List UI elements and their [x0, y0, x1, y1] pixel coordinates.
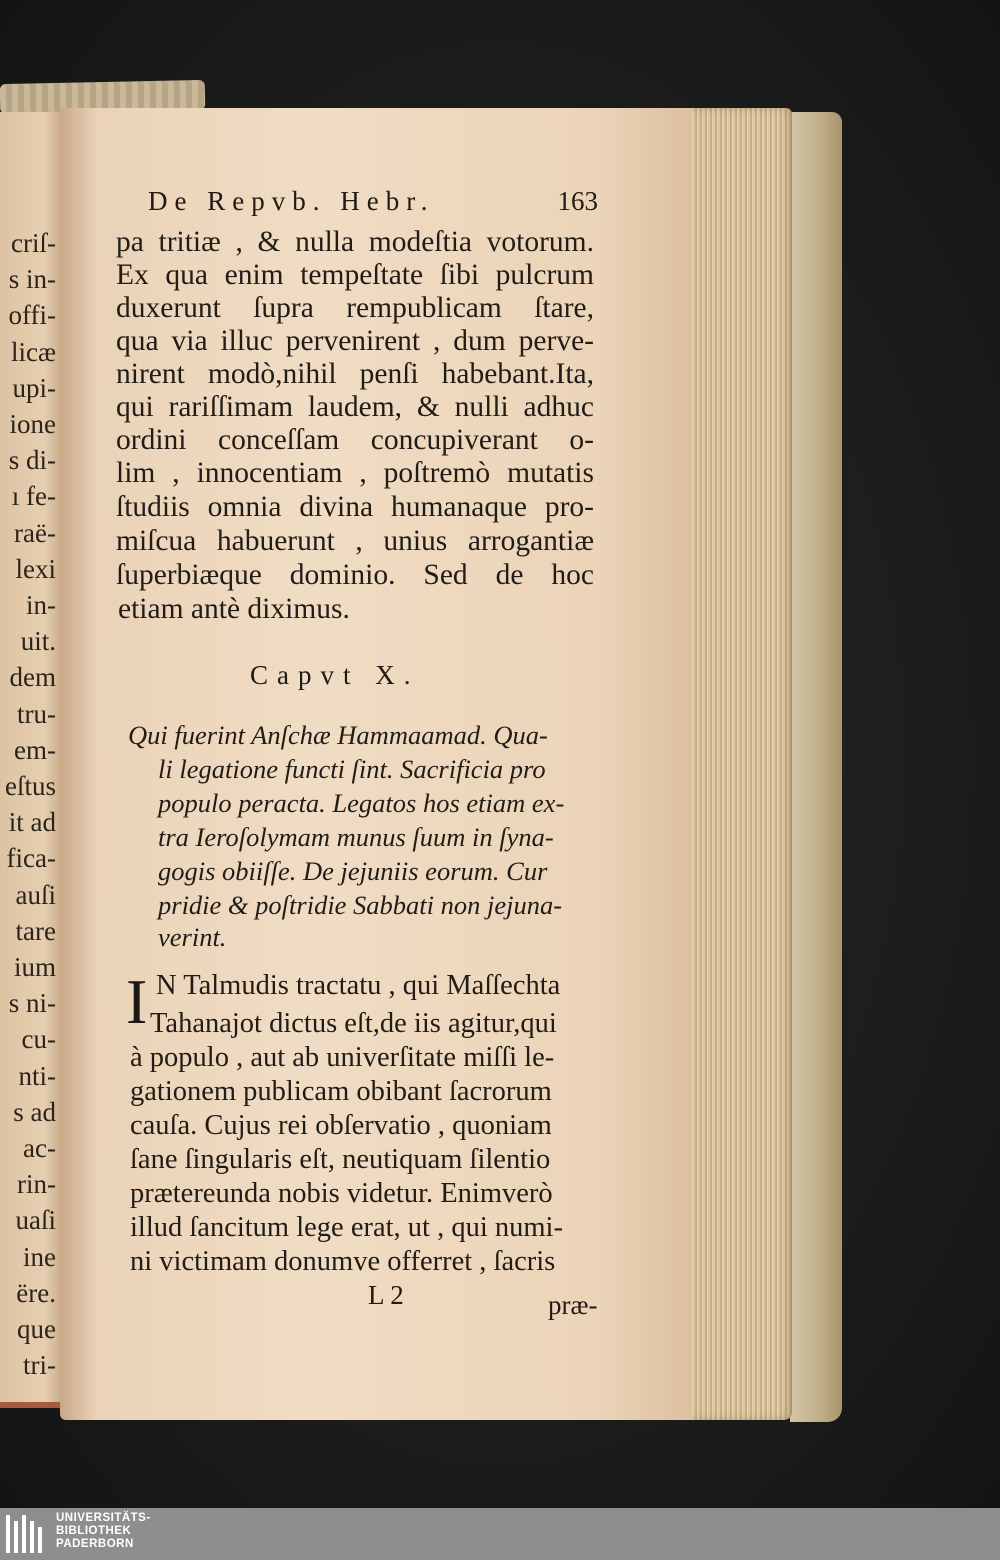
body-line: lim , innocentiam , poſtremò mutatis	[116, 457, 594, 489]
left-page-fragment-line: offi-	[8, 300, 56, 331]
left-page-fragment-line: s ad	[13, 1096, 56, 1127]
body-line: duxerunt ſupra rempublicam ſtare,	[116, 292, 594, 324]
summary-line: verint.	[158, 922, 227, 952]
body-line: pa tritiæ , & nulla modeſtia votorum.	[116, 226, 594, 258]
page-block-edges	[688, 108, 792, 1420]
body-line: cauſa. Cujus rei obſervatio , quoniam	[130, 1110, 552, 1141]
body-line: qui rariſſimam laudem, & nulli adhuc	[116, 391, 594, 423]
left-page-fragment-line: in-	[26, 590, 56, 620]
left-page-fragment-line: tru-	[17, 698, 56, 729]
left-page-fragment-line: uit.	[20, 626, 56, 657]
left-page-fragment-line: it ad	[8, 807, 56, 838]
left-page-fragment-line: s in-	[8, 264, 56, 295]
body-line: Tahanajot dictus eſt,de iis agitur,qui	[150, 1008, 557, 1039]
body-line: miſcua habuerunt , unius arrogantiæ	[116, 525, 594, 557]
summary-line: Qui fuerint Anſchæ Hammaamad. Qua-	[128, 720, 548, 750]
running-head: De Repvb. Hebr.	[148, 186, 435, 216]
left-page-fragment-line: cu-	[21, 1024, 56, 1055]
institution-line: PADERBORN	[56, 1538, 134, 1550]
left-page-fragment-line: em-	[14, 734, 56, 765]
summary-line: gogis obiiſſe. De jejuniis eorum. Cur	[158, 856, 548, 886]
left-page-fragment-line: ium	[13, 952, 56, 982]
left-page-fragment-line: tri-	[23, 1350, 56, 1381]
left-page-fragment-line: ı fe-	[11, 481, 56, 512]
institution-name	[56, 1512, 151, 1551]
summary-line: pridie & poſtridie Sabbati non jejuna-	[158, 890, 563, 920]
summary-line: li legatione functi ſint. Sacrificia pro	[158, 754, 546, 784]
chapter-title: Capvt X.	[250, 660, 420, 690]
body-line: ſane ſingularis eſt, neutiquam ſilentio	[130, 1144, 551, 1175]
left-page-fragment-line: auſi	[15, 879, 56, 910]
left-page-fragment-line: que	[17, 1314, 56, 1344]
body-line: N Talmudis tractatu , qui Maſſechta	[156, 970, 561, 1001]
left-page-fragment-line: ine	[23, 1241, 56, 1272]
left-page-fragment-line: ione	[9, 409, 56, 439]
left-page-fragment-line: tare	[15, 915, 56, 946]
institution-line: BIBLIOTHEK	[56, 1525, 132, 1537]
left-page-fragment-line: lexi	[15, 553, 56, 584]
left-page-fragment-line: licæ	[11, 336, 56, 367]
left-page-fragment-line: ëre.	[16, 1277, 56, 1308]
page-number: 163	[557, 186, 598, 216]
institution-line: UNIVERSITÄTS-	[56, 1512, 151, 1524]
left-page-fragment-line: eſtus	[5, 771, 56, 801]
left-page-fragment-line: dem	[9, 662, 56, 693]
summary-line: populo peracta. Legatos hos etiam ex-	[158, 788, 565, 818]
left-page-fragment-line: ac-	[23, 1133, 56, 1163]
left-page-fragment	[0, 112, 62, 1408]
body-line: illud ſancitum lege erat, ut , qui numi-	[130, 1212, 563, 1243]
body-line: Ex qua enim tempeſtate ſibi pulcrum	[116, 259, 594, 291]
book-cover-edge	[790, 112, 842, 1422]
body-line: gationem publicam obibant ſacrorum	[130, 1076, 552, 1107]
left-page-fragment-line: s ni-	[8, 988, 56, 1019]
page-header	[148, 186, 598, 226]
left-page-fragment-line: upi-	[12, 372, 56, 403]
university-library-logo-icon	[2, 1511, 46, 1557]
body-line: nirent modò,nihil penſi habebant.Ita,	[116, 358, 594, 390]
left-page-fragment-line: s di-	[8, 445, 56, 476]
body-line: qua via illuc pervenirent , dum perve-	[116, 325, 594, 357]
left-page-fragment-line: rin-	[17, 1169, 56, 1200]
body-line-last: etiam antè diximus.	[118, 593, 350, 625]
left-page-fragment-line: fica-	[6, 843, 56, 874]
summary-line: tra Ieroſolymam munus ſuum in ſyna-	[158, 822, 554, 852]
signature-mark: L 2	[368, 1280, 404, 1310]
body-line: prætereunda nobis videtur. Enimverò	[130, 1178, 553, 1209]
body-line: ſuperbiæque dominio. Sed de hoc	[116, 559, 594, 591]
left-page-fragment-line: uaſi	[15, 1205, 56, 1236]
body-line: ſtudiis omnia divina humanaque pro-	[116, 491, 594, 523]
body-line: à populo , aut ab univerſitate miſſi le-	[130, 1042, 555, 1073]
drop-cap: I	[126, 966, 148, 1037]
catchword: præ-	[548, 1290, 598, 1320]
body-line: ni victimam donumve offerret , ſacris	[130, 1246, 556, 1277]
left-page-fragment-line: criſ-	[11, 228, 56, 258]
left-page-fragment-line: nti-	[18, 1060, 56, 1091]
body-line: ordini conceſſam concupiverant o-	[116, 424, 594, 456]
left-page-fragment-line: raë-	[14, 517, 56, 548]
